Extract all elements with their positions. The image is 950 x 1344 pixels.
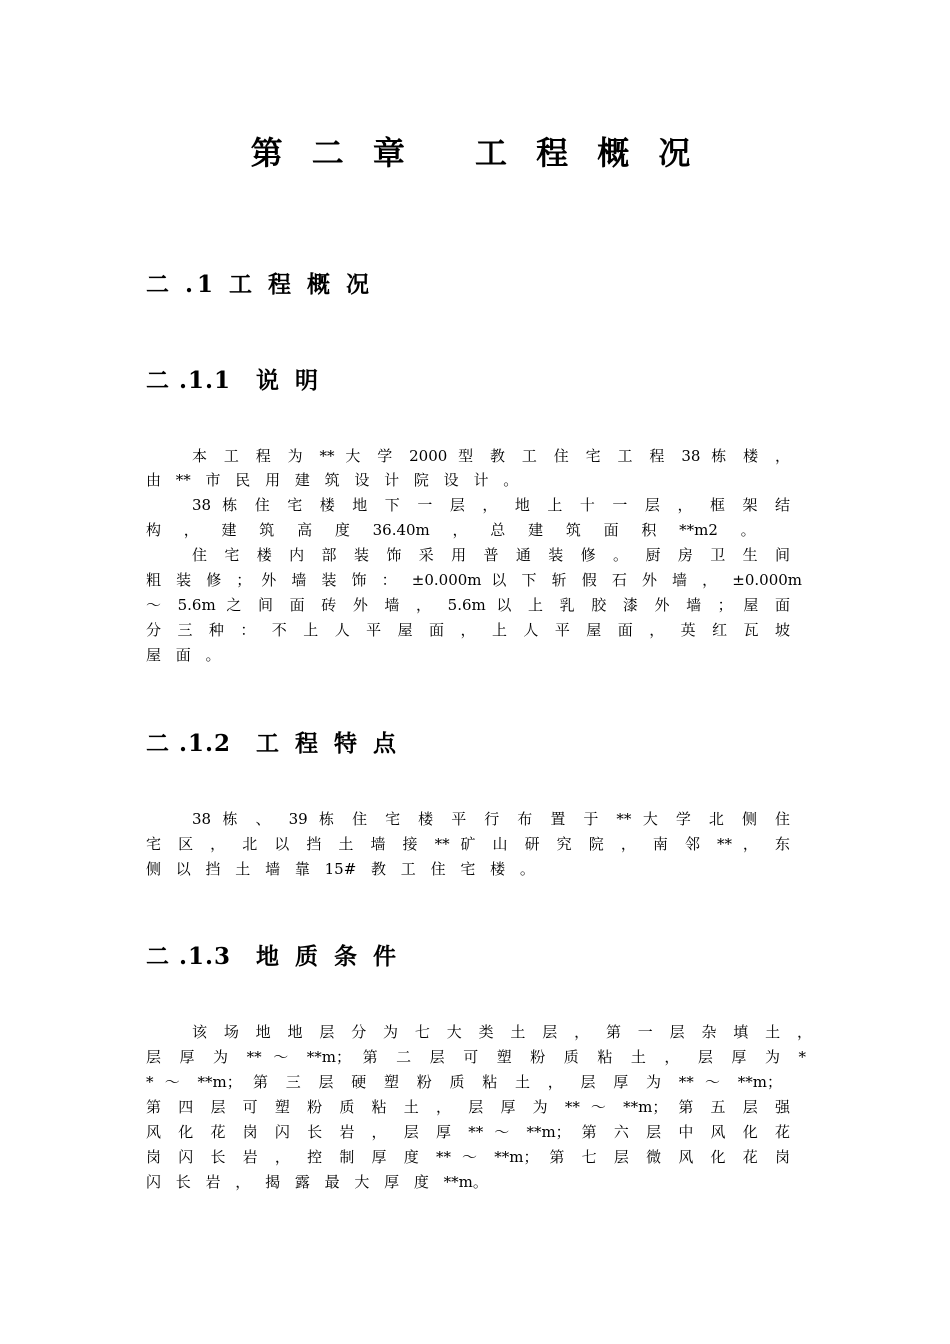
paragraph-line: 风 化 花 岗 闪 长 岩 ， 层 厚 ** ～ **m； 第 六 层 中 风 化 花 [146, 1123, 790, 1141]
paragraph-line: 侧 以 挡 土 墙 靠 15# 教 工 住 宅 楼 。 [146, 860, 535, 878]
subsection-title: 说 明 [256, 367, 323, 394]
paragraph-line: 闪 长 岩 ， 揭 露 最 大 厚 度 **m。 [146, 1173, 488, 1191]
paragraph-line: 本 工 程 为 ** 大 学 2000 型 教 工 住 宅 工 程 38 栋 楼 ， [192, 447, 790, 465]
section-heading: 二 .1 工 程 概 况 [146, 271, 374, 298]
subsection-title: 地 质 条 件 [256, 943, 401, 970]
paragraph-line: 由 ** 市 民 用 建 筑 设 计 院 设 计 。 [146, 471, 519, 489]
subsection-title: 工 程 特 点 [256, 730, 401, 757]
paragraph-line: ～ 5.6m 之 间 面 砖 外 墙 ， 5.6m 以 上 乳 胶 漆 外 墙 ； 屋 面 [146, 596, 790, 614]
subsection-number: 二 .1.2 [146, 730, 232, 757]
subsection-heading-features [146, 725, 400, 758]
paragraph-line: * ～ **m； 第 三 层 硬 塑 粉 质 粘 土 ， 层 厚 为 ** ～ **m； [146, 1073, 782, 1091]
subsection-number: 二 .1.3 [146, 943, 232, 970]
paragraph-line: 岗 闪 长 岩 ， 控 制 厚 度 ** ～ **m； 第 七 层 微 风 化 花 岗 [146, 1148, 790, 1166]
subsection-heading-geology [146, 938, 400, 971]
paragraph-line: 38 栋 住 宅 楼 地 下 一 层 ， 地 上 十 一 层 ， 框 架 结 [192, 496, 790, 514]
paragraph-line: 分 三 种 ： 不 上 人 平 屋 面 ， 上 人 平 屋 面 ， 英 红 瓦 坡 [146, 621, 790, 639]
paragraph-line: 层 厚 为 ** ～ **m； 第 二 层 可 塑 粉 质 粘 土 ， 层 厚 为 * [146, 1048, 806, 1066]
paragraph-line: 宅 区 ， 北 以 挡 土 墙 接 ** 矿 山 研 究 院 ， 南 邻 ** ， 东 [146, 835, 790, 853]
paragraph-line: 38 栋 、 39 栋 住 宅 楼 平 行 布 置 于 ** 大 学 北 侧 住 [192, 810, 790, 828]
subsection-heading-description [146, 362, 322, 395]
subsection-number: 二 .1.1 [146, 367, 232, 394]
paragraph-line: 第 四 层 可 塑 粉 质 粘 土 ， 层 厚 为 ** ～ **m； 第 五 层 强 [146, 1098, 790, 1116]
paragraph-line: 粗 装 修 ； 外 墙 装 饰 ： ±0.000m 以 下 斩 假 石 外 墙 ， ±0.000m [146, 571, 802, 589]
paragraph-line: 住 宅 楼 内 部 装 饰 采 用 普 通 装 修 。 厨 房 卫 生 间 [192, 546, 790, 564]
paragraph-line: 该 场 地 地 层 分 为 七 大 类 土 层 ， 第 一 层 杂 填 土 ， [192, 1023, 812, 1041]
chapter-title: 第 二 章 工 程 概 况 [250, 134, 700, 172]
paragraph-line: 屋 面 。 [146, 646, 221, 664]
paragraph-line: 构 ， 建 筑 高 度 36.40m ， 总 建 筑 面 积 **m2 。 [146, 521, 756, 539]
